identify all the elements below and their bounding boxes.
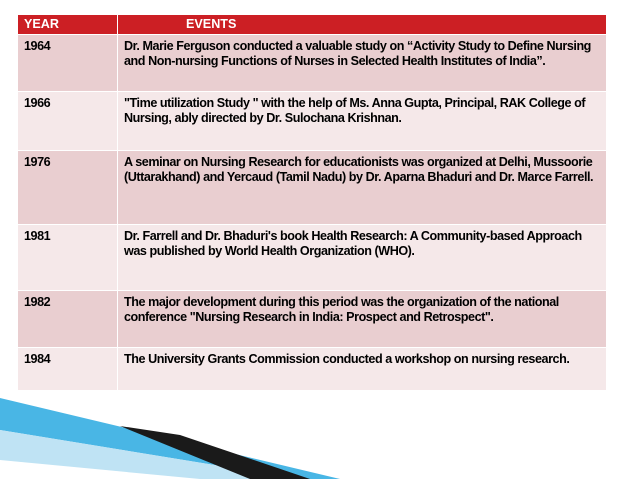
year-column-header: YEAR (18, 15, 118, 35)
events-column-header (118, 15, 607, 35)
table-header-row (18, 15, 607, 35)
event-cell: A seminar on Nursing Research for educationists was organized at Delhi, Mussoorie (Uttarakhand) and Yercaud (Tamil Nadu) by Dr. Aparna Bhaduri and Dr. Marce Farrell. (118, 151, 607, 225)
blue-swoosh-shape (0, 398, 340, 479)
year-cell: 1984 (18, 348, 118, 391)
event-cell: "Time utilization Study " with the help of Ms. Anna Gupta, Principal, RAK College of Nursing, ably directed by Dr. Sulochana Krishnan. (118, 92, 607, 151)
year-cell: 1976 (18, 151, 118, 225)
table-row (18, 151, 607, 225)
light-blue-swoosh-shape (0, 430, 300, 479)
events-timeline-table (17, 14, 607, 391)
events-header-label: EVENTS (186, 17, 237, 31)
table-row (18, 92, 607, 151)
table-row (18, 291, 607, 348)
year-cell: 1964 (18, 35, 118, 92)
event-cell: Dr. Farrell and Dr. Bhaduri's book Health Research: A Community-based Approach was published by World Health Organization (WHO). (118, 225, 607, 291)
dark-swoosh-shape (120, 426, 310, 479)
event-cell: The major development during this period was the organization of the national conference "Nursing Research in India: Prospect and Retrospect". (118, 291, 607, 348)
table-row (18, 35, 607, 92)
table-row (18, 348, 607, 391)
table-row (18, 225, 607, 291)
event-cell: Dr. Marie Ferguson conducted a valuable study on “Activity Study to Define Nursing and Non-nursing Functions of Nurses in Selected Health Institutes of India”. (118, 35, 607, 92)
year-cell: 1966 (18, 92, 118, 151)
year-cell: 1982 (18, 291, 118, 348)
event-cell: The University Grants Commission conducted a workshop on nursing research. (118, 348, 607, 391)
year-cell: 1981 (18, 225, 118, 291)
